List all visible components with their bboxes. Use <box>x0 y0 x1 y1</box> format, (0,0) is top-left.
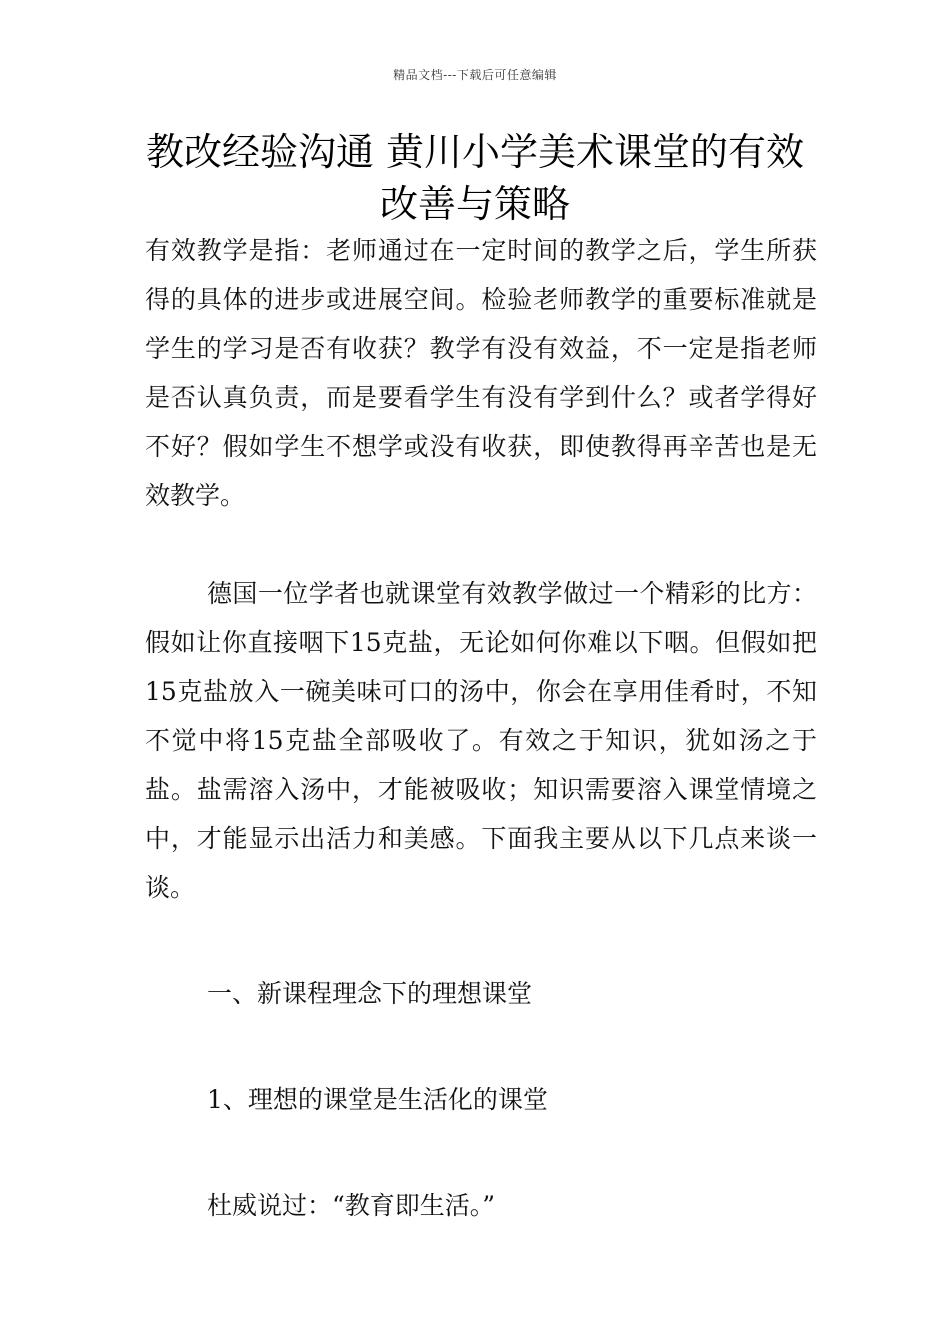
section-heading: 一、新课程理念下的理想课堂 <box>207 979 533 1008</box>
document-title: 教改经验沟通 黄川小学美术课堂的有效改善与策略 <box>145 130 805 226</box>
paragraph-spacer <box>145 912 817 969</box>
document-body <box>145 226 817 1230</box>
subsection-heading: 1、理想的课堂是生活化的课堂 <box>207 1085 548 1114</box>
page-header: 精品文档---下载后可任意编辑 <box>393 68 557 82</box>
paragraph-spacer <box>145 1018 817 1075</box>
paragraph-definition: 有效教学是指：老师通过在一定时间的教学之后，学生所获得的具体的进步或进展空间。检验老师教学的重要标准就是学生的学习是否有收获？教学有没有效益，不一定是指老师是否认真负责，而是要看学生有没有学到什么？或者学得好不好？假如学生不想学或没有收获，即使教得再辛苦也是无效教学。 <box>145 236 817 510</box>
paragraph-spacer <box>145 520 817 569</box>
paragraph-spacer <box>145 1124 817 1181</box>
paragraph-salt-analogy: 德国一位学者也就课堂有效教学做过一个精彩的比方：假如让你直接咽下15克盐，无论如何你难以下咽。但假如把15克盐放入一碗美味可口的汤中，你会在享用佳肴时，不知不觉中将15克盐全部吸收了。有效之于知识，犹如汤之于盐。盐需溶入汤中，才能被吸收；知识需要溶入课堂情境之中，才能显示出活力和美感。下面我主要从以下几点来谈一谈。 <box>145 579 817 902</box>
paragraph-quote: 杜威说过：“教育即生活。” <box>207 1191 496 1220</box>
